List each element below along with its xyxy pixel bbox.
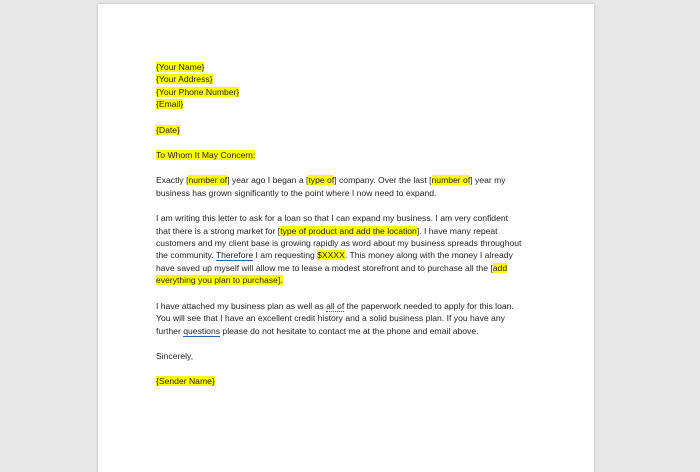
closing: Sincerely,: [156, 350, 194, 361]
date-placeholder: {Date}: [156, 124, 180, 135]
signature-placeholder: {Sender Name}: [156, 376, 215, 387]
amount-placeholder: $XXXX: [317, 250, 345, 261]
signature-line: [156, 375, 540, 387]
purchase-placeholder-start: add: [492, 262, 508, 273]
sender-block: [156, 61, 540, 111]
letter-body[interactable]: [156, 61, 540, 401]
salutation-line: [156, 149, 540, 161]
grammar-flag-questions[interactable]: questions: [183, 325, 221, 336]
salutation: To Whom It May Concern:: [156, 150, 256, 161]
closing-line: [156, 350, 540, 362]
type-of-placeholder: type of: [308, 175, 335, 186]
number-of-placeholder: number of: [188, 175, 228, 186]
sender-email-placeholder: {Email}: [156, 99, 184, 110]
sender-phone-placeholder: {Your Phone Number}: [156, 86, 240, 97]
sender-name-placeholder: {Your Name}: [156, 62, 205, 72]
date-line: [156, 124, 540, 136]
grammar-flag-all-of[interactable]: all of: [326, 300, 345, 311]
purchase-placeholder-end: everything you plan to purchase: [156, 275, 278, 286]
product-location-placeholder: type of product and add the location: [280, 225, 417, 236]
paragraph-3: I have attached my business plan as well as all of the paperwork needed to apply for this loan. You will see that I have an excellent credit history and a solid business plan. If you have any further questions please do not hesitate to contact me at the phone and email above.: [156, 300, 514, 336]
paragraph-2: I am writing this letter to ask for a loan so that I can expand my business. I am very confident that there is a strong market for [type of product and add the location]. I have many repeat customers and my client base is growing rapidly as word about my business spreads throughout the community. Therefore I am requesting $XXXX. This money along with the money I already have saved up myself will allow me to lease a modest storefront and to purchase all the [add everything you plan to purchase].: [156, 213, 522, 286]
paragraph-1: Exactly [number of] year ago I began a [type of] company. Over the last [number of] year my business has grown significantly to the point where I now need to expand.: [156, 175, 506, 198]
document-page[interactable]: [98, 4, 594, 472]
sender-address-placeholder: {Your Address}: [156, 74, 213, 85]
number-of-placeholder-2: number of: [431, 175, 471, 186]
grammar-flag-therefore[interactable]: Therefore: [215, 250, 254, 261]
